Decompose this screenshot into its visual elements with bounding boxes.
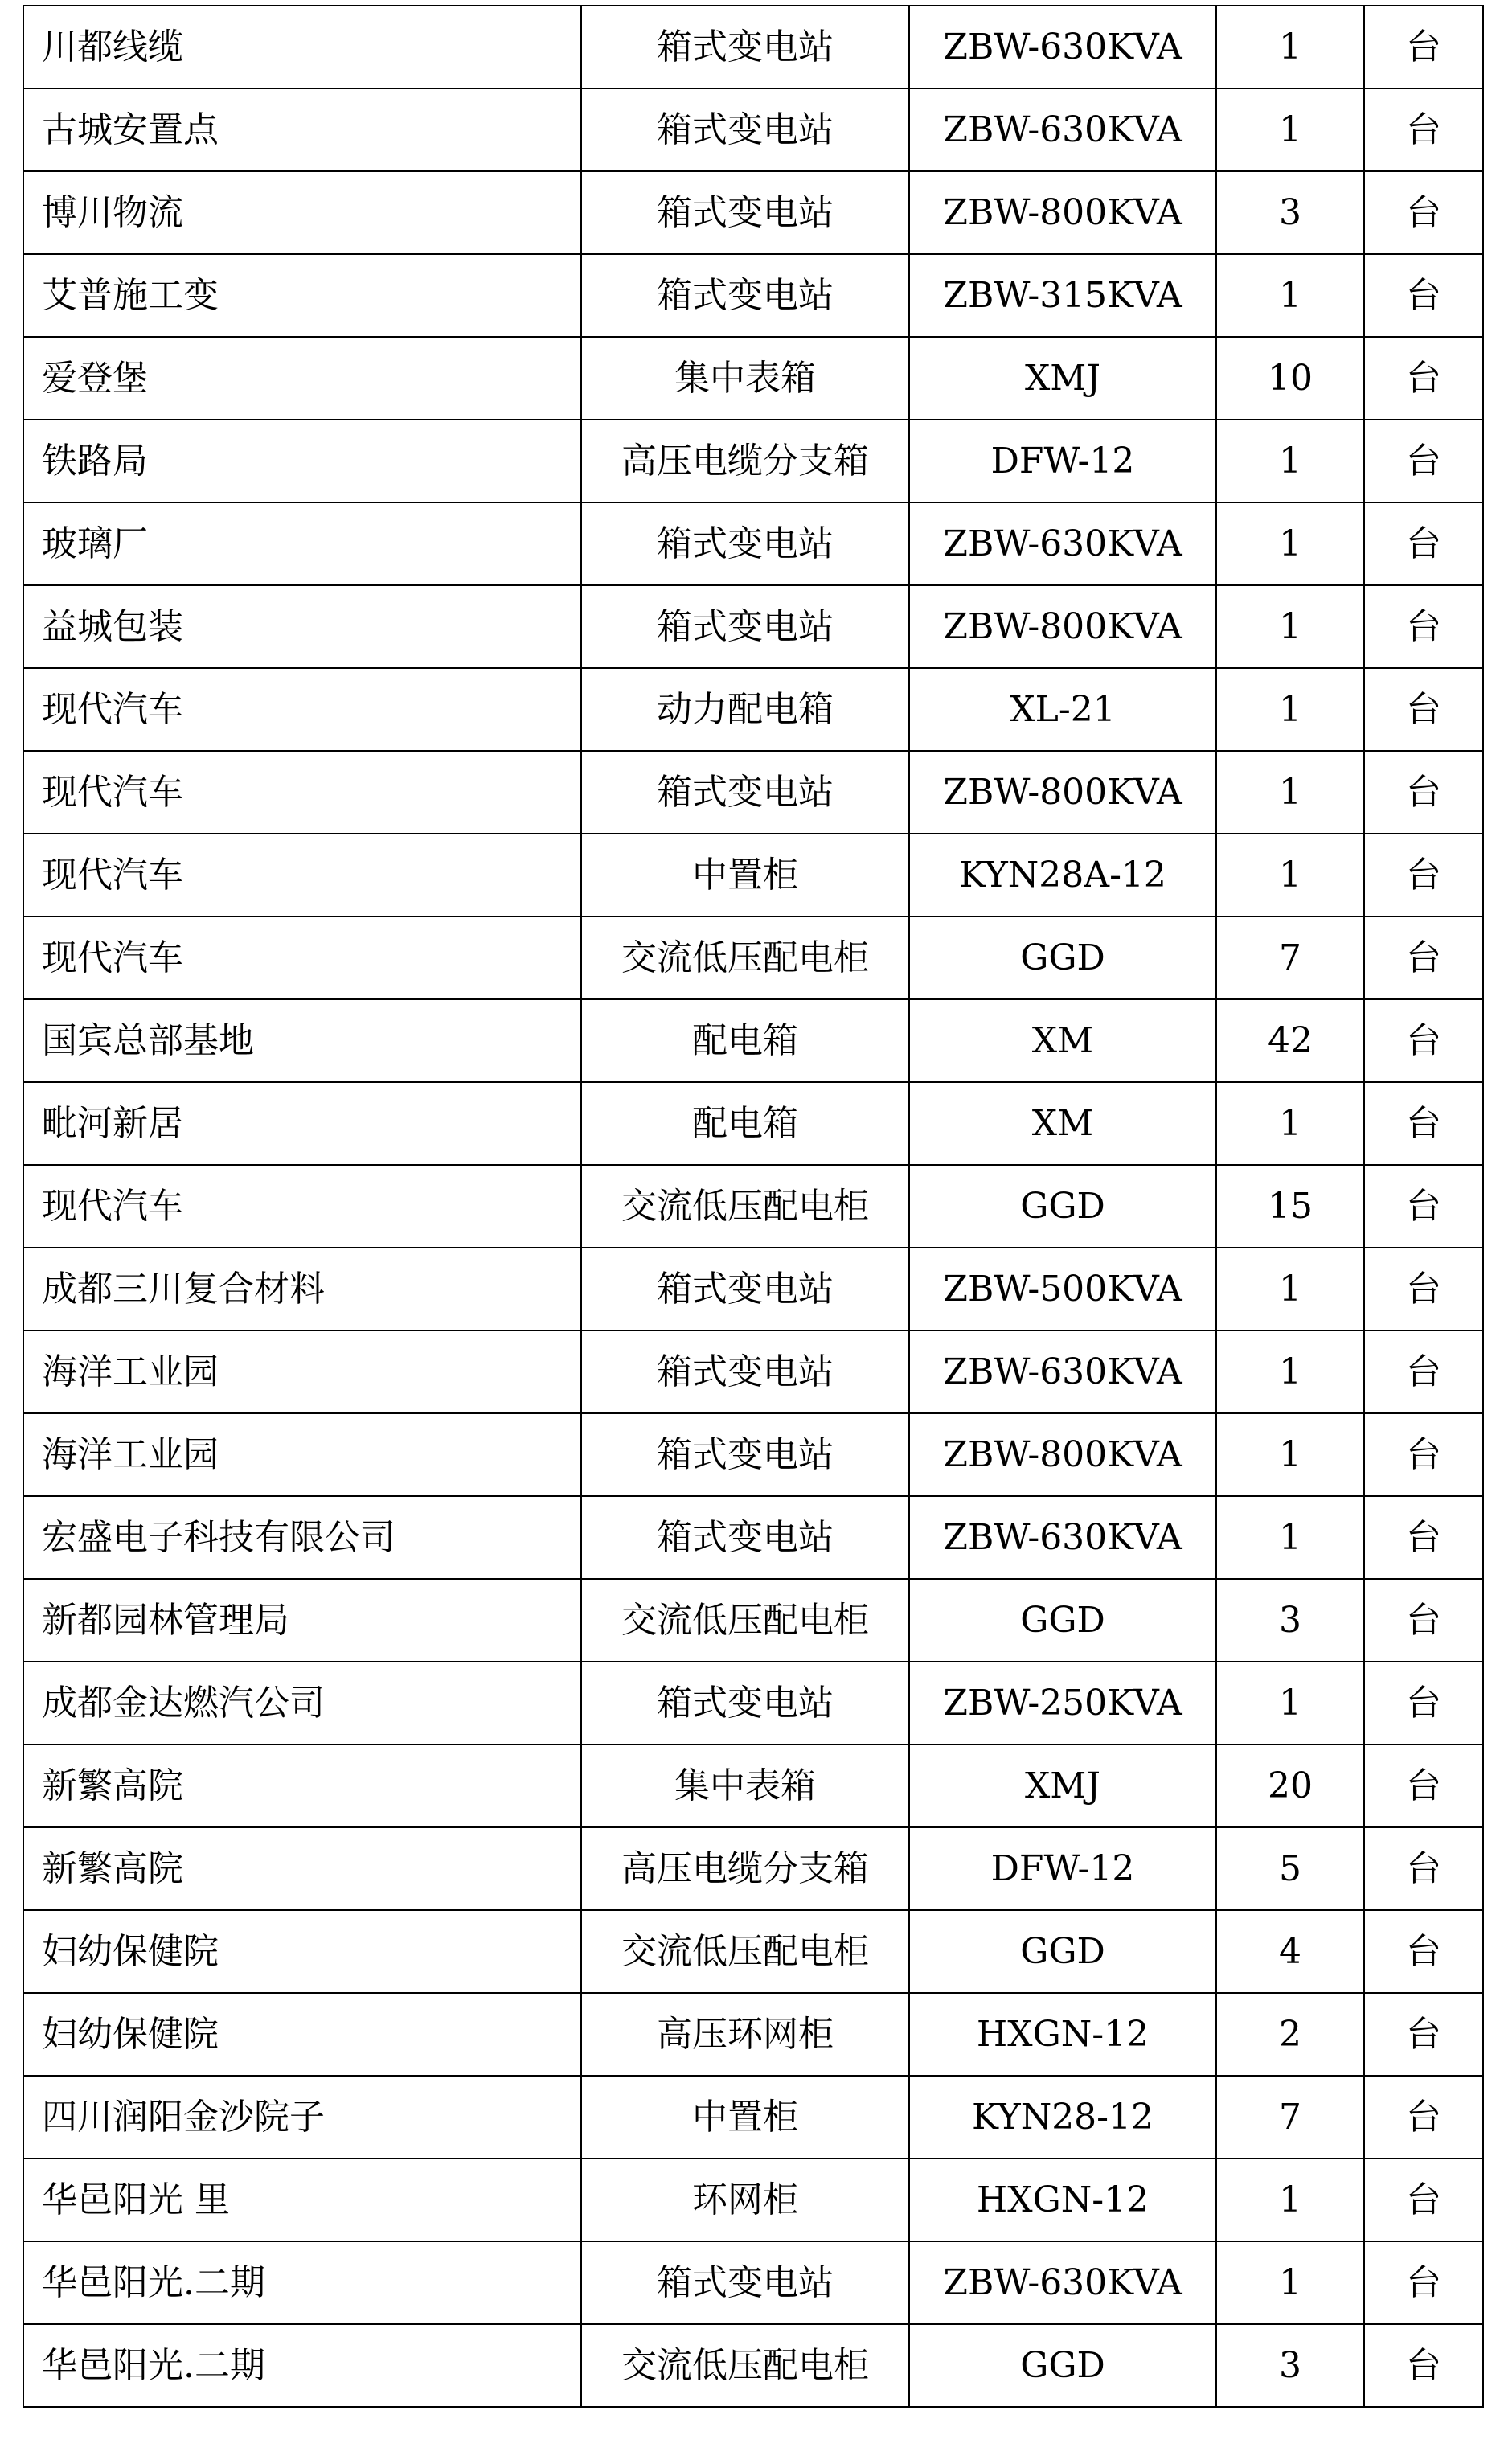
- model-number-cell: ZBW-630KVA: [909, 1330, 1216, 1413]
- unit-cell: 台: [1364, 502, 1483, 585]
- quantity-cell: 3: [1216, 2324, 1364, 2407]
- table-row: [23, 254, 1483, 337]
- site-name-cell: 海洋工业园: [23, 1413, 581, 1496]
- site-name-cell: 华邑阳光.二期: [23, 2324, 581, 2407]
- unit-cell: 台: [1364, 916, 1483, 999]
- table-row: [23, 1744, 1483, 1827]
- table-row: [23, 2324, 1483, 2407]
- unit-cell: 台: [1364, 420, 1483, 502]
- table-row: [23, 337, 1483, 420]
- quantity-cell: 15: [1216, 1165, 1364, 1248]
- equipment-type-cell: 箱式变电站: [581, 254, 909, 337]
- equipment-type-cell: 箱式变电站: [581, 6, 909, 88]
- quantity-cell: 42: [1216, 999, 1364, 1082]
- unit-cell: 台: [1364, 1330, 1483, 1413]
- table-row: [23, 1993, 1483, 2076]
- table-row: [23, 2076, 1483, 2159]
- equipment-type-cell: 箱式变电站: [581, 751, 909, 834]
- site-name-cell: 益城包装: [23, 585, 581, 668]
- quantity-cell: 1: [1216, 6, 1364, 88]
- quantity-cell: 20: [1216, 1744, 1364, 1827]
- equipment-type-cell: 交流低压配电柜: [581, 916, 909, 999]
- equipment-type-cell: 配电箱: [581, 1082, 909, 1165]
- site-name-cell: 古城安置点: [23, 88, 581, 171]
- quantity-cell: 1: [1216, 585, 1364, 668]
- model-number-cell: GGD: [909, 1165, 1216, 1248]
- unit-cell: 台: [1364, 1662, 1483, 1744]
- table-row: [23, 502, 1483, 585]
- unit-cell: 台: [1364, 1827, 1483, 1910]
- model-number-cell: GGD: [909, 916, 1216, 999]
- unit-cell: 台: [1364, 1413, 1483, 1496]
- unit-cell: 台: [1364, 1910, 1483, 1993]
- quantity-cell: 3: [1216, 171, 1364, 254]
- site-name-cell: 毗河新居: [23, 1082, 581, 1165]
- site-name-cell: 现代汽车: [23, 834, 581, 916]
- site-name-cell: 新繁高院: [23, 1827, 581, 1910]
- unit-cell: 台: [1364, 999, 1483, 1082]
- equipment-type-cell: 箱式变电站: [581, 1496, 909, 1579]
- equipment-type-cell: 箱式变电站: [581, 1662, 909, 1744]
- equipment-type-cell: 中置柜: [581, 2076, 909, 2159]
- table-row: [23, 999, 1483, 1082]
- quantity-cell: 1: [1216, 2241, 1364, 2324]
- quantity-cell: 1: [1216, 668, 1364, 751]
- unit-cell: 台: [1364, 1993, 1483, 2076]
- model-number-cell: ZBW-630KVA: [909, 1496, 1216, 1579]
- table-row: [23, 1496, 1483, 1579]
- model-number-cell: ZBW-630KVA: [909, 88, 1216, 171]
- site-name-cell: 铁路局: [23, 420, 581, 502]
- model-number-cell: XL-21: [909, 668, 1216, 751]
- equipment-table-body: [23, 6, 1483, 2407]
- unit-cell: 台: [1364, 1082, 1483, 1165]
- model-number-cell: GGD: [909, 2324, 1216, 2407]
- site-name-cell: 成都金达燃汽公司: [23, 1662, 581, 1744]
- quantity-cell: 1: [1216, 1330, 1364, 1413]
- unit-cell: 台: [1364, 2324, 1483, 2407]
- site-name-cell: 华邑阳光 里: [23, 2159, 581, 2241]
- table-row: [23, 420, 1483, 502]
- equipment-type-cell: 高压环网柜: [581, 1993, 909, 2076]
- model-number-cell: GGD: [909, 1910, 1216, 1993]
- unit-cell: 台: [1364, 1248, 1483, 1330]
- unit-cell: 台: [1364, 254, 1483, 337]
- table-row: [23, 1248, 1483, 1330]
- equipment-type-cell: 高压电缆分支箱: [581, 1827, 909, 1910]
- site-name-cell: 宏盛电子科技有限公司: [23, 1496, 581, 1579]
- model-number-cell: DFW-12: [909, 420, 1216, 502]
- site-name-cell: 新都园林管理局: [23, 1579, 581, 1662]
- site-name-cell: 现代汽车: [23, 1165, 581, 1248]
- site-name-cell: 现代汽车: [23, 916, 581, 999]
- quantity-cell: 1: [1216, 502, 1364, 585]
- equipment-type-cell: 动力配电箱: [581, 668, 909, 751]
- equipment-type-cell: 交流低压配电柜: [581, 1910, 909, 1993]
- unit-cell: 台: [1364, 2241, 1483, 2324]
- site-name-cell: 海洋工业园: [23, 1330, 581, 1413]
- table-row: [23, 2241, 1483, 2324]
- table-row: [23, 1579, 1483, 1662]
- site-name-cell: 成都三川复合材料: [23, 1248, 581, 1330]
- model-number-cell: ZBW-630KVA: [909, 2241, 1216, 2324]
- quantity-cell: 1: [1216, 751, 1364, 834]
- equipment-list-sheet: [23, 5, 1482, 2408]
- equipment-type-cell: 箱式变电站: [581, 171, 909, 254]
- table-row: [23, 1910, 1483, 1993]
- quantity-cell: 4: [1216, 1910, 1364, 1993]
- model-number-cell: ZBW-800KVA: [909, 1413, 1216, 1496]
- equipment-type-cell: 集中表箱: [581, 1744, 909, 1827]
- quantity-cell: 1: [1216, 1082, 1364, 1165]
- unit-cell: 台: [1364, 585, 1483, 668]
- equipment-table: [23, 5, 1484, 2408]
- equipment-type-cell: 交流低压配电柜: [581, 1579, 909, 1662]
- model-number-cell: ZBW-315KVA: [909, 254, 1216, 337]
- unit-cell: 台: [1364, 834, 1483, 916]
- model-number-cell: ZBW-630KVA: [909, 502, 1216, 585]
- model-number-cell: HXGN-12: [909, 1993, 1216, 2076]
- equipment-type-cell: 箱式变电站: [581, 88, 909, 171]
- model-number-cell: ZBW-250KVA: [909, 1662, 1216, 1744]
- site-name-cell: 国宾总部基地: [23, 999, 581, 1082]
- table-row: [23, 1165, 1483, 1248]
- site-name-cell: 现代汽车: [23, 668, 581, 751]
- unit-cell: 台: [1364, 1165, 1483, 1248]
- site-name-cell: 四川润阳金沙院子: [23, 2076, 581, 2159]
- site-name-cell: 妇幼保健院: [23, 1910, 581, 1993]
- equipment-type-cell: 集中表箱: [581, 337, 909, 420]
- table-row: [23, 916, 1483, 999]
- model-number-cell: ZBW-800KVA: [909, 751, 1216, 834]
- site-name-cell: 爱登堡: [23, 337, 581, 420]
- unit-cell: 台: [1364, 1579, 1483, 1662]
- equipment-type-cell: 箱式变电站: [581, 1248, 909, 1330]
- quantity-cell: 5: [1216, 1827, 1364, 1910]
- equipment-type-cell: 箱式变电站: [581, 1413, 909, 1496]
- model-number-cell: XM: [909, 999, 1216, 1082]
- model-number-cell: ZBW-800KVA: [909, 585, 1216, 668]
- table-row: [23, 668, 1483, 751]
- model-number-cell: DFW-12: [909, 1827, 1216, 1910]
- quantity-cell: 7: [1216, 916, 1364, 999]
- quantity-cell: 7: [1216, 2076, 1364, 2159]
- quantity-cell: 1: [1216, 1248, 1364, 1330]
- equipment-type-cell: 箱式变电站: [581, 2241, 909, 2324]
- unit-cell: 台: [1364, 1744, 1483, 1827]
- quantity-cell: 1: [1216, 88, 1364, 171]
- unit-cell: 台: [1364, 171, 1483, 254]
- equipment-type-cell: 交流低压配电柜: [581, 2324, 909, 2407]
- quantity-cell: 10: [1216, 337, 1364, 420]
- site-name-cell: 艾普施工变: [23, 254, 581, 337]
- site-name-cell: 川都线缆: [23, 6, 581, 88]
- unit-cell: 台: [1364, 6, 1483, 88]
- equipment-type-cell: 交流低压配电柜: [581, 1165, 909, 1248]
- unit-cell: 台: [1364, 337, 1483, 420]
- model-number-cell: ZBW-800KVA: [909, 171, 1216, 254]
- model-number-cell: XMJ: [909, 337, 1216, 420]
- unit-cell: 台: [1364, 2159, 1483, 2241]
- model-number-cell: HXGN-12: [909, 2159, 1216, 2241]
- unit-cell: 台: [1364, 2076, 1483, 2159]
- model-number-cell: KYN28A-12: [909, 834, 1216, 916]
- equipment-type-cell: 高压电缆分支箱: [581, 420, 909, 502]
- table-row: [23, 88, 1483, 171]
- table-row: [23, 1330, 1483, 1413]
- equipment-type-cell: 箱式变电站: [581, 585, 909, 668]
- equipment-type-cell: 中置柜: [581, 834, 909, 916]
- table-row: [23, 585, 1483, 668]
- quantity-cell: 1: [1216, 1413, 1364, 1496]
- unit-cell: 台: [1364, 1496, 1483, 1579]
- equipment-type-cell: 配电箱: [581, 999, 909, 1082]
- unit-cell: 台: [1364, 668, 1483, 751]
- model-number-cell: ZBW-630KVA: [909, 6, 1216, 88]
- quantity-cell: 1: [1216, 1662, 1364, 1744]
- quantity-cell: 2: [1216, 1993, 1364, 2076]
- equipment-type-cell: 箱式变电站: [581, 1330, 909, 1413]
- equipment-type-cell: 环网柜: [581, 2159, 909, 2241]
- site-name-cell: 妇幼保健院: [23, 1993, 581, 2076]
- site-name-cell: 华邑阳光.二期: [23, 2241, 581, 2324]
- quantity-cell: 3: [1216, 1579, 1364, 1662]
- quantity-cell: 1: [1216, 1496, 1364, 1579]
- model-number-cell: GGD: [909, 1579, 1216, 1662]
- table-row: [23, 834, 1483, 916]
- equipment-type-cell: 箱式变电站: [581, 502, 909, 585]
- quantity-cell: 1: [1216, 2159, 1364, 2241]
- model-number-cell: KYN28-12: [909, 2076, 1216, 2159]
- site-name-cell: 现代汽车: [23, 751, 581, 834]
- site-name-cell: 新繁高院: [23, 1744, 581, 1827]
- table-row: [23, 6, 1483, 88]
- table-row: [23, 1413, 1483, 1496]
- model-number-cell: XMJ: [909, 1744, 1216, 1827]
- quantity-cell: 1: [1216, 420, 1364, 502]
- model-number-cell: ZBW-500KVA: [909, 1248, 1216, 1330]
- table-row: [23, 1827, 1483, 1910]
- table-row: [23, 751, 1483, 834]
- table-row: [23, 2159, 1483, 2241]
- unit-cell: 台: [1364, 88, 1483, 171]
- quantity-cell: 1: [1216, 834, 1364, 916]
- table-row: [23, 1082, 1483, 1165]
- site-name-cell: 玻璃厂: [23, 502, 581, 585]
- table-row: [23, 171, 1483, 254]
- unit-cell: 台: [1364, 751, 1483, 834]
- model-number-cell: XM: [909, 1082, 1216, 1165]
- table-row: [23, 1662, 1483, 1744]
- site-name-cell: 博川物流: [23, 171, 581, 254]
- quantity-cell: 1: [1216, 254, 1364, 337]
